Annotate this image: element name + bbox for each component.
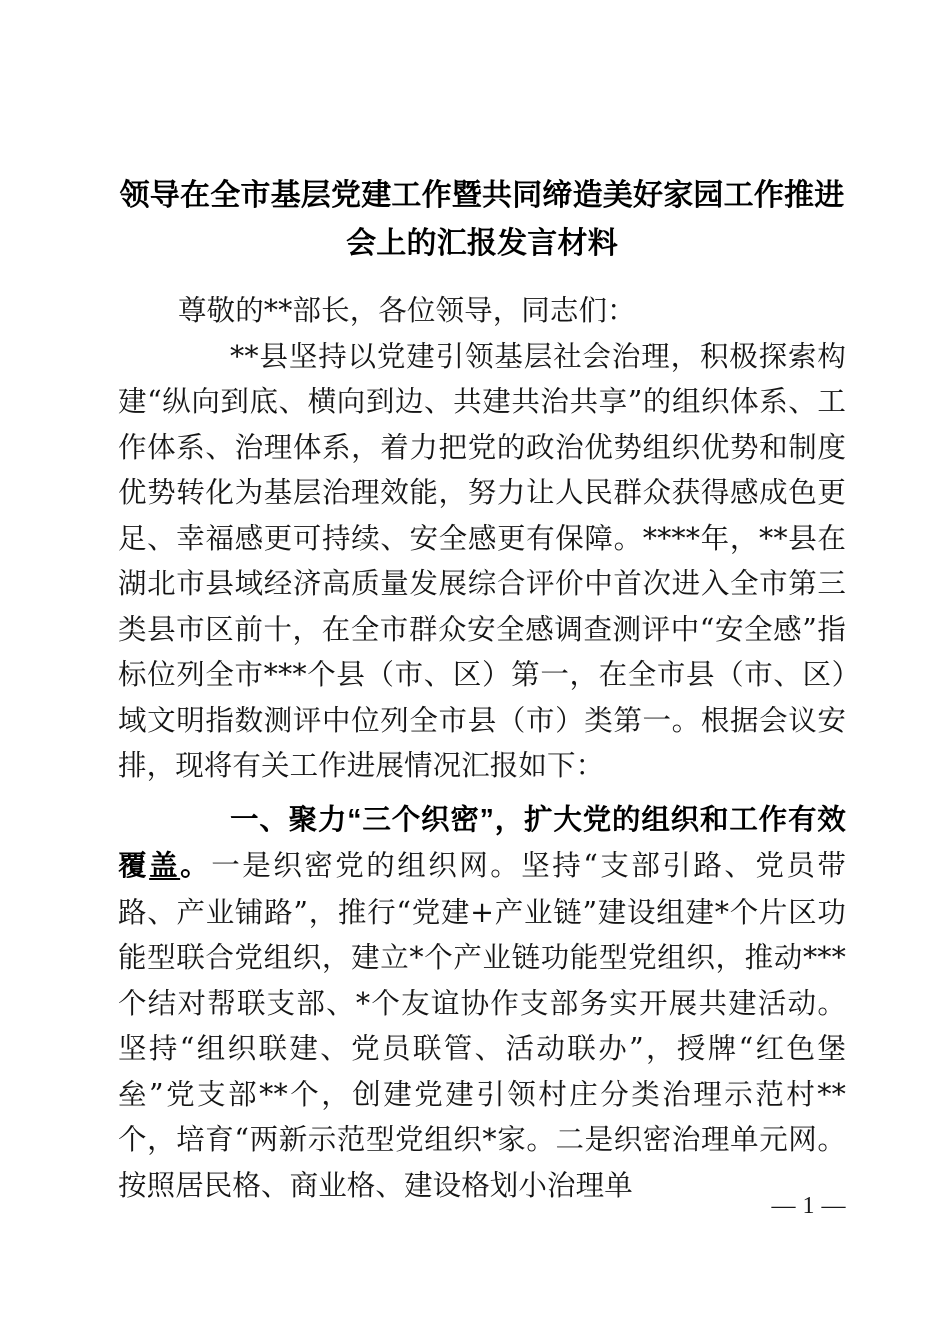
page-footer (118, 1192, 846, 1220)
section-1-heading: 一、聚力“三个织密”，扩大党的组织和工作有效覆 (118, 803, 846, 882)
page-title-line-1: 领导在全市基层党建工作暨共同缔造美好家园工作推进会上的汇 (119, 179, 845, 260)
section-1-paragraph (118, 789, 846, 1209)
lead-paragraph: **县坚持以党建引领基层社会治理，积极探索构建“纵向到底、横向到边、共建共治共享”的组织体系、工作体系、治理体系，着力把党的政治优势组织优势和制度优势转化为基层治理效能，努力让人民群众获得感成色更足、幸福感更可持续、安全感更有保障。****年，**县在湖北市县域经济高质量发展综合评价中首次进入全市第三类县市区前十，在全市群众安全感调查测评中“安全感”指标位列全市***个县（市、区）第一，在全市县（市、区）域文明指数测评中位列全市县（市）类第一。根据会议安排，现将有关工作进展情况汇报如下： (118, 339, 846, 782)
salutation-paragraph: 尊敬的**部长，各位领导，同志们： (178, 294, 636, 327)
section-1-heading-underlined-char: 盖 (149, 850, 181, 882)
section-1-heading-period: 。 (180, 850, 212, 882)
document-content (118, 0, 846, 1208)
page-title (118, 0, 846, 268)
section-1-body: 一是织密党的组织网。坚持“支部引路、党员带路、产业铺路”，推行“党建+产业链”建设组建*个片区功能型联合党组织，建立*个产业链功能型党组织，推动***个结对帮联支部、*个友谊协作支部务实开展共建活动。坚持“组织联建、党员联管、活动联办”，授牌“红色堡垒”党支部**个，创建党建引领村庄分类治理示范村**个，培育“两新示范型党组织*家。二是织密治理单元网。按照居民格、商业格、建设格划小治理单 (118, 849, 847, 1202)
page-number: — 1 — (771, 1193, 846, 1219)
page-title-line-2: 报发言材料 (466, 227, 618, 260)
